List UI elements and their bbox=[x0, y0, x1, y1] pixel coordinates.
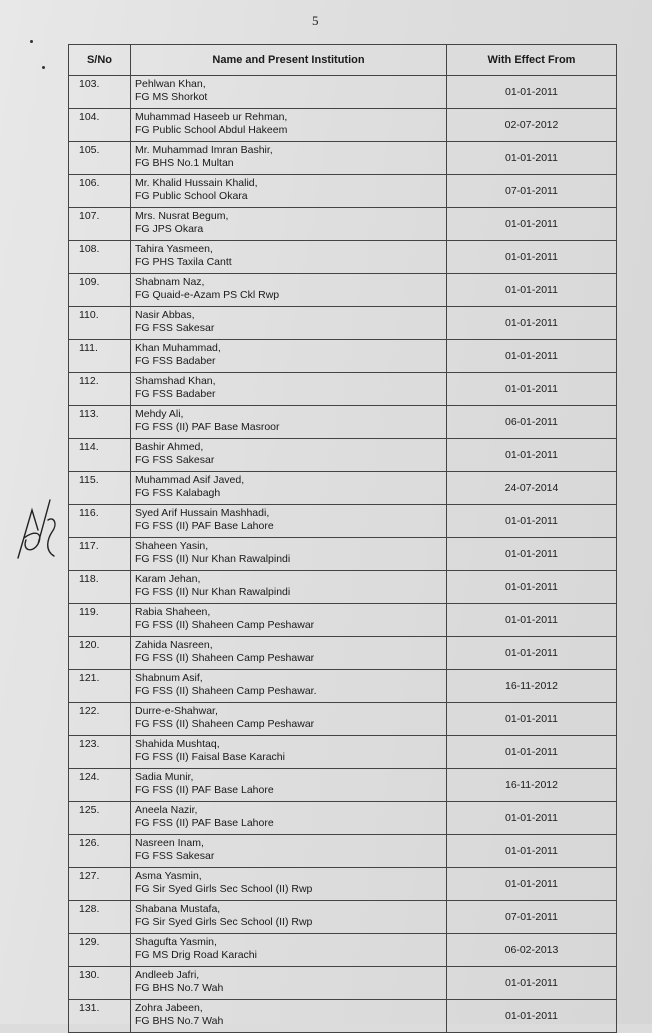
row-name-cell bbox=[131, 439, 447, 472]
person-name: Asma Yasmin, bbox=[135, 870, 202, 882]
row-sno: 123. bbox=[69, 736, 131, 769]
person-name: Shagufta Yasmin, bbox=[135, 936, 217, 948]
row-effect-date: 07-01-2011 bbox=[447, 175, 617, 208]
row-effect-date: 01-01-2011 bbox=[447, 505, 617, 538]
row-sno: 111. bbox=[69, 340, 131, 373]
row-sno: 117. bbox=[69, 538, 131, 571]
institution-name: FG FSS (II) Shaheen Camp Peshawar bbox=[135, 619, 315, 631]
row-name-cell bbox=[131, 472, 447, 505]
row-sno: 126. bbox=[69, 835, 131, 868]
row-name-cell bbox=[131, 340, 447, 373]
institution-name: FG Sir Syed Girls Sec School (II) Rwp bbox=[135, 883, 313, 895]
person-name: Khan Muhammad, bbox=[135, 342, 221, 354]
table-row bbox=[69, 142, 617, 175]
row-name-cell bbox=[131, 637, 447, 670]
row-name-cell bbox=[131, 274, 447, 307]
institution-name: FG FSS Sakesar bbox=[135, 850, 215, 862]
row-name-cell bbox=[131, 604, 447, 637]
row-effect-date: 24-07-2014 bbox=[447, 472, 617, 505]
row-name-cell bbox=[131, 736, 447, 769]
row-sno: 106. bbox=[69, 175, 131, 208]
row-name-cell bbox=[131, 1000, 447, 1033]
header-name-institution: Name and Present Institution bbox=[131, 45, 447, 76]
table-header-row bbox=[69, 45, 617, 76]
row-name-cell bbox=[131, 505, 447, 538]
row-effect-date: 01-01-2011 bbox=[447, 835, 617, 868]
institution-name: FG FSS Badaber bbox=[135, 355, 216, 367]
person-name: Mr. Khalid Hussain Khalid, bbox=[135, 177, 258, 189]
row-sno: 108. bbox=[69, 241, 131, 274]
row-name-cell bbox=[131, 835, 447, 868]
header-sno: S/No bbox=[69, 45, 131, 76]
row-effect-date: 01-01-2011 bbox=[447, 274, 617, 307]
row-sno: 112. bbox=[69, 373, 131, 406]
institution-name: FG BHS No.1 Multan bbox=[135, 157, 234, 169]
person-name: Aneela Nazir, bbox=[135, 804, 198, 816]
institution-name: FG Public School Abdul Hakeem bbox=[135, 124, 288, 136]
row-sno: 116. bbox=[69, 505, 131, 538]
row-effect-date: 01-01-2011 bbox=[447, 307, 617, 340]
person-name: Tahira Yasmeen, bbox=[135, 243, 213, 255]
row-sno: 130. bbox=[69, 967, 131, 1000]
row-effect-date: 06-01-2011 bbox=[447, 406, 617, 439]
row-sno: 131. bbox=[69, 1000, 131, 1033]
institution-name: FG FSS (II) PAF Base Lahore bbox=[135, 520, 274, 532]
table-row bbox=[69, 76, 617, 109]
row-effect-date: 02-07-2012 bbox=[447, 109, 617, 142]
person-name: Pehlwan Khan, bbox=[135, 78, 206, 90]
table-row bbox=[69, 637, 617, 670]
row-sno: 114. bbox=[69, 439, 131, 472]
institution-name: FG MS Drig Road Karachi bbox=[135, 949, 257, 961]
table-row bbox=[69, 967, 617, 1000]
table-row bbox=[69, 604, 617, 637]
institution-name: FG MS Shorkot bbox=[135, 91, 208, 103]
row-effect-date: 01-01-2011 bbox=[447, 538, 617, 571]
row-sno: 107. bbox=[69, 208, 131, 241]
row-sno: 118. bbox=[69, 571, 131, 604]
table-row bbox=[69, 439, 617, 472]
row-sno: 124. bbox=[69, 769, 131, 802]
row-sno: 128. bbox=[69, 901, 131, 934]
person-name: Sadia Munir, bbox=[135, 771, 194, 783]
person-name: Muhammad Asif Javed, bbox=[135, 474, 245, 486]
person-name: Syed Arif Hussain Mashhadi, bbox=[135, 507, 270, 519]
row-name-cell bbox=[131, 868, 447, 901]
table-row bbox=[69, 241, 617, 274]
person-name: Shabnam Naz, bbox=[135, 276, 205, 288]
row-effect-date: 01-01-2011 bbox=[447, 637, 617, 670]
institution-name: FG FSS (II) PAF Base Lahore bbox=[135, 784, 274, 796]
row-effect-date: 01-01-2011 bbox=[447, 571, 617, 604]
table-row bbox=[69, 505, 617, 538]
institution-name: FG BHS No.7 Wah bbox=[135, 1015, 224, 1027]
institution-name: FG Public School Okara bbox=[135, 190, 248, 202]
table-row bbox=[69, 109, 617, 142]
table-row bbox=[69, 703, 617, 736]
row-sno: 104. bbox=[69, 109, 131, 142]
row-name-cell bbox=[131, 934, 447, 967]
row-effect-date: 07-01-2011 bbox=[447, 901, 617, 934]
person-name: Shamshad Khan, bbox=[135, 375, 216, 387]
row-effect-date: 01-01-2011 bbox=[447, 439, 617, 472]
row-sno: 129. bbox=[69, 934, 131, 967]
person-name: Bashir Ahmed, bbox=[135, 441, 204, 453]
row-sno: 120. bbox=[69, 637, 131, 670]
row-name-cell bbox=[131, 703, 447, 736]
person-name: Zahida Nasreen, bbox=[135, 639, 213, 651]
row-name-cell bbox=[131, 307, 447, 340]
row-name-cell bbox=[131, 142, 447, 175]
table-row bbox=[69, 835, 617, 868]
row-effect-date: 01-01-2011 bbox=[447, 736, 617, 769]
row-name-cell bbox=[131, 802, 447, 835]
row-effect-date: 01-01-2011 bbox=[447, 208, 617, 241]
row-sno: 122. bbox=[69, 703, 131, 736]
institution-name: FG FSS (II) Nur Khan Rawalpindi bbox=[135, 586, 291, 598]
row-effect-date: 01-01-2011 bbox=[447, 241, 617, 274]
page-number: 5 bbox=[312, 13, 319, 28]
table-row bbox=[69, 571, 617, 604]
person-name: Muhammad Haseeb ur Rehman, bbox=[135, 111, 288, 123]
row-sno: 113. bbox=[69, 406, 131, 439]
row-effect-date: 01-01-2011 bbox=[447, 76, 617, 109]
row-effect-date: 01-01-2011 bbox=[447, 802, 617, 835]
row-name-cell bbox=[131, 373, 447, 406]
row-effect-date: 01-01-2011 bbox=[447, 1000, 617, 1033]
table-row bbox=[69, 373, 617, 406]
institution-name: FG FSS (II) Faisal Base Karachi bbox=[135, 751, 285, 763]
institution-name: FG FSS Kalabagh bbox=[135, 487, 221, 499]
row-name-cell bbox=[131, 571, 447, 604]
row-sno: 121. bbox=[69, 670, 131, 703]
table-row bbox=[69, 307, 617, 340]
row-name-cell bbox=[131, 241, 447, 274]
institution-name: FG PHS Taxila Cantt bbox=[135, 256, 232, 268]
signature-mark bbox=[4, 480, 64, 570]
table-body bbox=[69, 76, 617, 1033]
row-effect-date: 01-01-2011 bbox=[447, 142, 617, 175]
institution-name: FG FSS (II) Shaheen Camp Peshawar bbox=[135, 718, 315, 730]
row-effect-date: 16-11-2012 bbox=[447, 769, 617, 802]
institution-name: FG FSS (II) Nur Khan Rawalpindi bbox=[135, 553, 291, 565]
person-name: Mr. Muhammad Imran Bashir, bbox=[135, 144, 273, 156]
row-effect-date: 06-02-2013 bbox=[447, 934, 617, 967]
person-name: Andleeb Jafri, bbox=[135, 969, 200, 981]
row-sno: 127. bbox=[69, 868, 131, 901]
person-name: Mehdy Ali, bbox=[135, 408, 184, 420]
table-row bbox=[69, 901, 617, 934]
institution-name: FG Sir Syed Girls Sec School (II) Rwp bbox=[135, 916, 313, 928]
table-row bbox=[69, 538, 617, 571]
row-name-cell bbox=[131, 175, 447, 208]
speck-mark bbox=[30, 40, 33, 43]
person-name: Zohra Jabeen, bbox=[135, 1002, 203, 1014]
person-name: Durre-e-Shahwar, bbox=[135, 705, 218, 717]
institution-name: FG FSS (II) PAF Base Masroor bbox=[135, 421, 280, 433]
row-effect-date: 01-01-2011 bbox=[447, 703, 617, 736]
person-name: Shabnum Asif, bbox=[135, 672, 203, 684]
institution-name: FG FSS (II) Shaheen Camp Peshawar bbox=[135, 652, 315, 664]
table-row bbox=[69, 802, 617, 835]
row-name-cell bbox=[131, 901, 447, 934]
person-name: Karam Jehan, bbox=[135, 573, 201, 585]
row-effect-date: 01-01-2011 bbox=[447, 340, 617, 373]
row-effect-date: 01-01-2011 bbox=[447, 967, 617, 1000]
row-sno: 125. bbox=[69, 802, 131, 835]
table-row bbox=[69, 274, 617, 307]
row-name-cell bbox=[131, 208, 447, 241]
table-row bbox=[69, 175, 617, 208]
staff-table bbox=[68, 44, 617, 1033]
institution-name: FG FSS Sakesar bbox=[135, 454, 215, 466]
institution-name: FG BHS No.7 Wah bbox=[135, 982, 224, 994]
header-effect-date: With Effect From bbox=[447, 45, 617, 76]
table-row bbox=[69, 340, 617, 373]
institution-name: FG FSS (II) PAF Base Lahore bbox=[135, 817, 274, 829]
person-name: Shahida Mushtaq, bbox=[135, 738, 220, 750]
table-row bbox=[69, 1000, 617, 1033]
person-name: Nasreen Inam, bbox=[135, 837, 204, 849]
row-effect-date: 16-11-2012 bbox=[447, 670, 617, 703]
institution-name: FG Quaid-e-Azam PS Ckl Rwp bbox=[135, 289, 280, 301]
person-name: Rabia Shaheen, bbox=[135, 606, 211, 618]
table-row bbox=[69, 868, 617, 901]
person-name: Mrs. Nusrat Begum, bbox=[135, 210, 229, 222]
row-sno: 109. bbox=[69, 274, 131, 307]
table-row bbox=[69, 736, 617, 769]
row-effect-date: 01-01-2011 bbox=[447, 868, 617, 901]
table-row bbox=[69, 670, 617, 703]
row-sno: 115. bbox=[69, 472, 131, 505]
institution-name: FG JPS Okara bbox=[135, 223, 204, 235]
institution-name: FG FSS Sakesar bbox=[135, 322, 215, 334]
row-name-cell bbox=[131, 406, 447, 439]
table-row bbox=[69, 406, 617, 439]
table-row bbox=[69, 208, 617, 241]
row-name-cell bbox=[131, 76, 447, 109]
person-name: Shaheen Yasin, bbox=[135, 540, 209, 552]
row-effect-date: 01-01-2011 bbox=[447, 604, 617, 637]
institution-name: FG FSS Badaber bbox=[135, 388, 216, 400]
speck-mark bbox=[42, 66, 45, 69]
institution-name: FG FSS (II) Shaheen Camp Peshawar. bbox=[135, 685, 317, 697]
row-sno: 110. bbox=[69, 307, 131, 340]
table-row bbox=[69, 472, 617, 505]
row-name-cell bbox=[131, 670, 447, 703]
row-sno: 105. bbox=[69, 142, 131, 175]
table-row bbox=[69, 769, 617, 802]
table-row bbox=[69, 934, 617, 967]
person-name: Shabana Mustafa, bbox=[135, 903, 221, 915]
row-name-cell bbox=[131, 967, 447, 1000]
row-name-cell bbox=[131, 769, 447, 802]
row-name-cell bbox=[131, 109, 447, 142]
row-name-cell bbox=[131, 538, 447, 571]
person-name: Nasir Abbas, bbox=[135, 309, 195, 321]
row-sno: 103. bbox=[69, 76, 131, 109]
row-sno: 119. bbox=[69, 604, 131, 637]
row-effect-date: 01-01-2011 bbox=[447, 373, 617, 406]
